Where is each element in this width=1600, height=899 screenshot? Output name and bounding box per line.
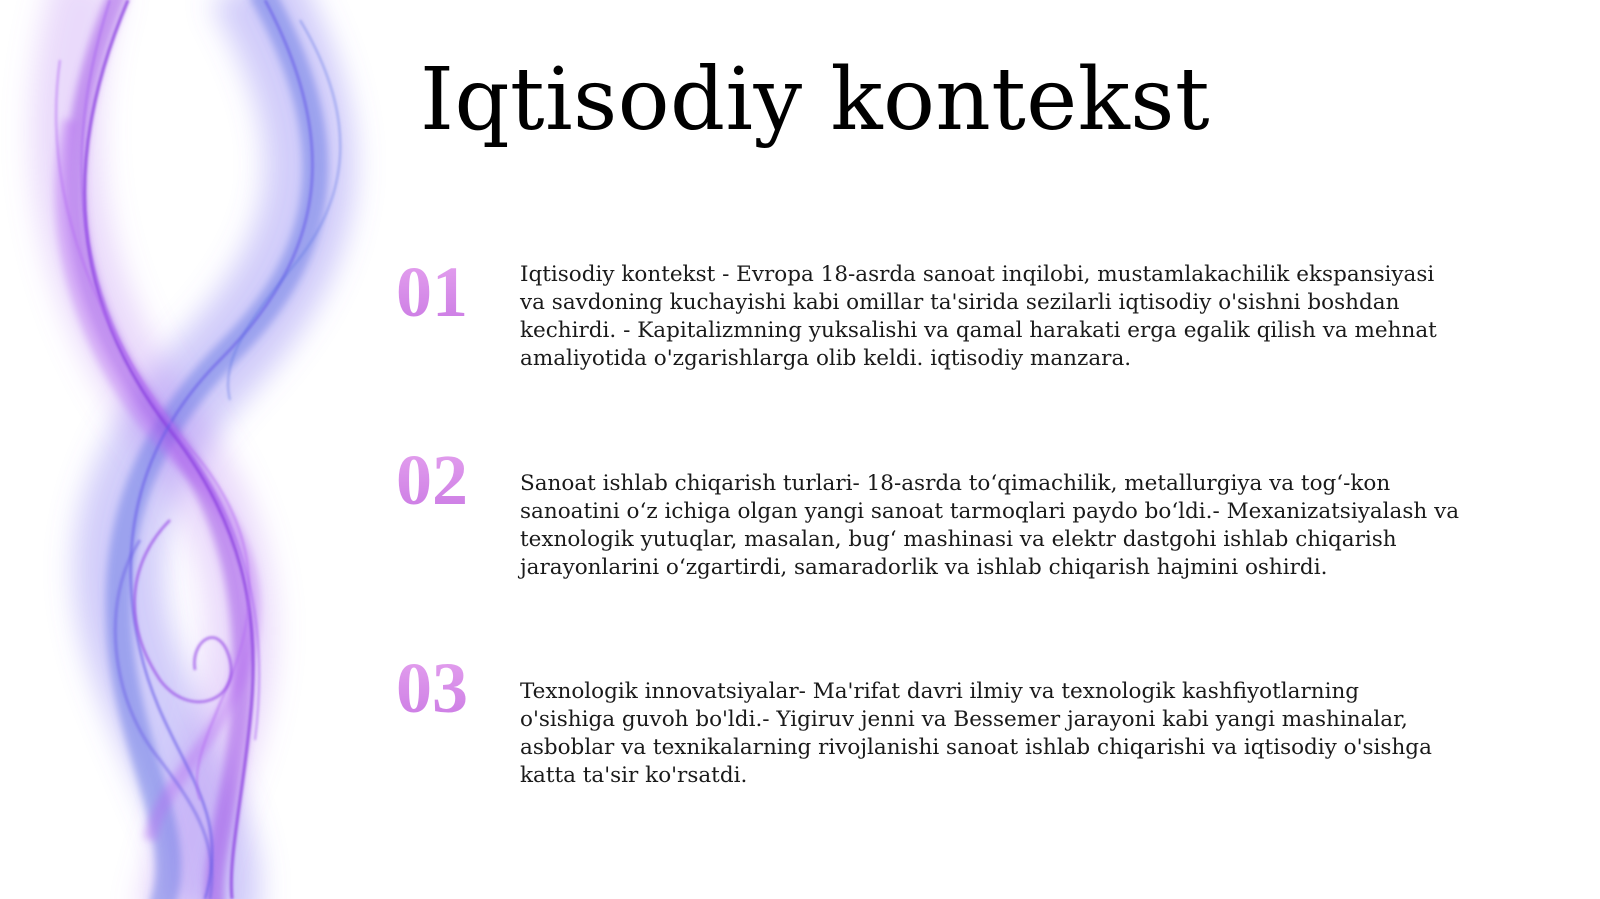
item-number: 03 [396, 648, 468, 728]
slide-title: Iqtisodiy kontekst [419, 50, 1210, 150]
item-text: Texnologik innovatsiyalar- Ma'rifat davri ilmiy va texnologik kashfiyotlarning o'sishiga guvoh bo'ldi.- Yigiruv jenni va Bessemer jarayoni kabi yangi mashinalar, asboblar va texnikalarning rivojlanishi sanoat ishlab chiqarishi va iqtisodiy o'sishga katta ta'sir ko'rsatdi. [520, 679, 1432, 788]
list-item-3 [396, 648, 1476, 798]
list-item-1 [396, 252, 1476, 382]
item-number: 02 [396, 440, 468, 520]
item-number: 01 [396, 252, 468, 332]
item-text: Iqtisodiy kontekst - Evropa 18-asrda sanoat inqilobi, mustamlakachilik ekspansiyasi va savdoning kuchayishi kabi omillar ta'sirida sezilarli iqtisodiy o'sishni boshdan kechirdi. - Kapitalizmning yuksalishi va qamal harakati erga egalik qilish va mehnat amaliyotida o'zgarishlarga olib keldi. iqtisodiy manzara. [520, 262, 1437, 371]
item-text: Sanoat ishlab chiqarish turlari- 18-asrda to‘qimachilik, metallurgiya va tog‘-kon sanoatini o‘z ichiga olgan yangi sanoat tarmoqlari paydo bo‘ldi.- Mexanizatsiyalash va texnologik yutuqlar, masalan, bug‘ mashinasi va elektr dastgohi ishlab chiqarish jarayonlarini o‘zgartirdi, samaradorlik va ishlab chiqarish hajmini oshirdi. [520, 471, 1460, 580]
list-item-2 [396, 440, 1476, 610]
